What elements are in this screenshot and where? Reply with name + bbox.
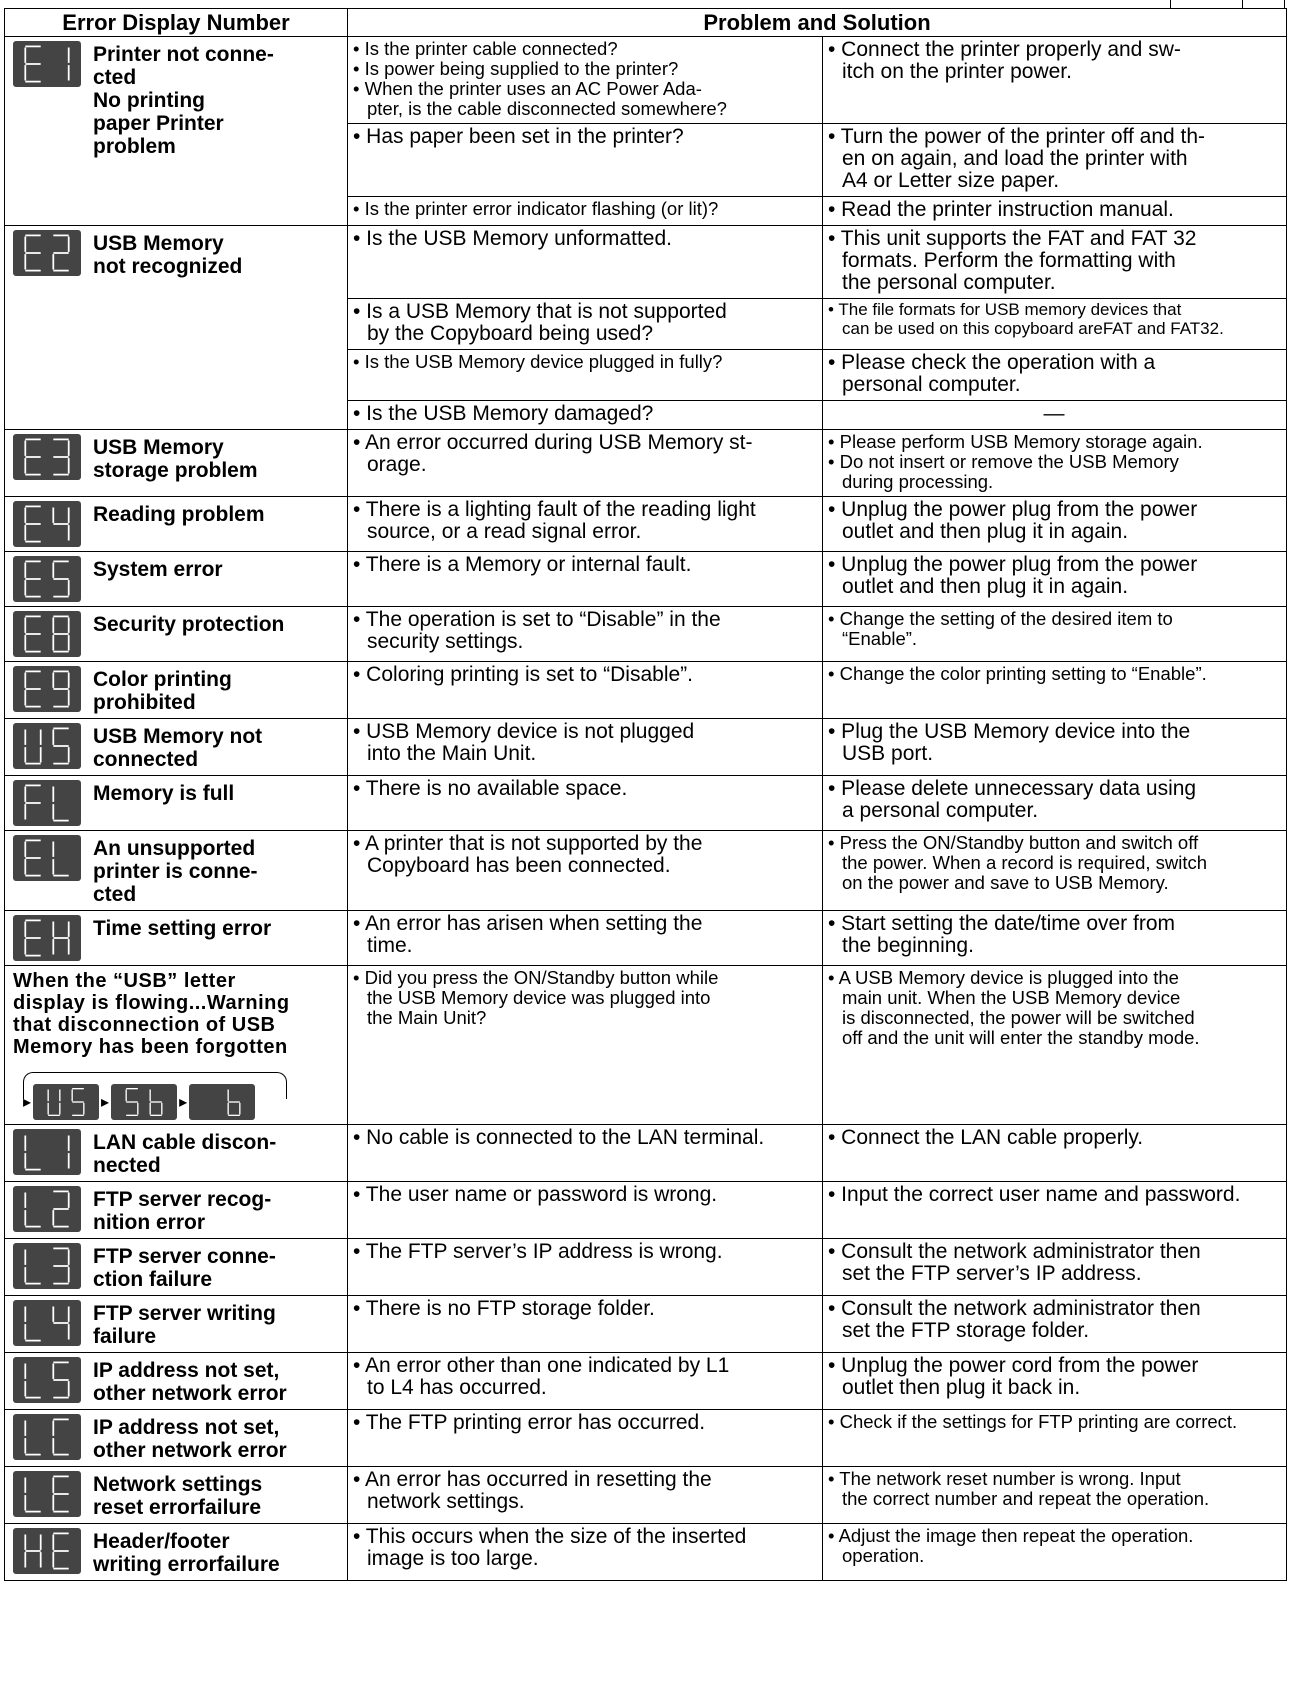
error-name: Reading problem	[93, 503, 265, 526]
error-cell	[5, 37, 348, 226]
text-line: set the FTP server’s IP address.	[842, 1262, 1142, 1285]
text-line: • Is the USB Memory unformatted.	[353, 227, 672, 250]
error-cell	[5, 497, 348, 552]
error-cell	[5, 911, 348, 966]
error-name: USB Memory not connected	[93, 725, 263, 771]
text-line: outlet and then plug it in again.	[842, 520, 1129, 543]
flow-sequence	[21, 1072, 291, 1120]
text-line: itch on the printer power.	[842, 60, 1072, 83]
text-line: • Press the ON/Standby button and switch off	[828, 832, 1199, 853]
problem-cell	[348, 552, 823, 607]
display-code-l4	[13, 1300, 81, 1346]
error-name: FTP server conne- ction failure	[93, 1245, 276, 1291]
table-row	[5, 1410, 1287, 1467]
table-row	[5, 662, 1287, 719]
error-cell	[5, 1353, 348, 1410]
text-line: • There is no FTP storage folder.	[353, 1297, 655, 1320]
error-cell	[5, 719, 348, 776]
text-line: • There is a lighting fault of the reading light	[353, 498, 756, 521]
corner-mark	[1284, 0, 1285, 8]
solution-cell	[823, 497, 1287, 552]
solution-cell	[823, 776, 1287, 831]
problem-cell	[348, 662, 823, 719]
text-line: the USB Memory device was plugged into	[367, 987, 711, 1008]
corner-mark	[1242, 0, 1243, 8]
problem-cell	[348, 124, 823, 197]
display-code-e5	[13, 556, 81, 602]
text-line: • Is power being supplied to the printer?	[353, 58, 679, 79]
text-line: is disconnected, the power will be switched	[842, 1007, 1195, 1028]
text-line: orage.	[367, 453, 427, 476]
text-line: • This occurs when the size of the inserted	[353, 1525, 747, 1548]
text-line: • Is a USB Memory that is not supported	[353, 300, 727, 323]
text-line: source, or a read signal error.	[367, 520, 642, 543]
error-cell	[5, 966, 348, 1125]
text-line: time.	[367, 934, 413, 957]
table-row	[5, 226, 1287, 299]
text-line: • An error other than one indicated by L1	[353, 1354, 730, 1377]
table-row	[5, 607, 1287, 662]
text-line: • No cable is connected to the LAN terminal.	[353, 1126, 765, 1149]
table-row	[5, 776, 1287, 831]
text-line: • Input the correct user name and password.	[828, 1183, 1241, 1206]
text-line: • Please check the operation with a	[828, 351, 1156, 374]
problem-cell	[348, 430, 823, 497]
text-line: • An error occurred during USB Memory st-	[353, 431, 753, 454]
error-cell	[5, 607, 348, 662]
display-code-l3	[13, 1243, 81, 1289]
text-line: formats. Perform the formatting with	[842, 249, 1176, 272]
display-code-e3	[13, 434, 81, 480]
text-line: • Check if the settings for FTP printing are correct.	[828, 1411, 1238, 1432]
solution-cell	[823, 1410, 1287, 1467]
text-line: • Start setting the date/time over from	[828, 912, 1176, 935]
text-line: • Unplug the power plug from the power	[828, 498, 1198, 521]
text-line: • Change the color printing setting to “Enable”.	[828, 663, 1207, 684]
problem-cell	[348, 1239, 823, 1296]
table-row	[5, 497, 1287, 552]
error-name: Time setting error	[93, 917, 272, 940]
error-name: An unsupported printer is conne- cted	[93, 837, 258, 906]
error-cell	[5, 776, 348, 831]
text-line: set the FTP storage folder.	[842, 1319, 1090, 1342]
header-row	[5, 9, 1287, 37]
solution-cell	[823, 1524, 1287, 1581]
error-cell	[5, 1239, 348, 1296]
text-line: pter, is the cable disconnected somewhere?	[367, 98, 727, 119]
text-line: • Do not insert or remove the USB Memory	[828, 451, 1179, 472]
arrow-right-icon: ▸	[23, 1094, 32, 1111]
text-line: • Is the USB Memory device plugged in fully?	[353, 351, 723, 372]
flow-warning-text: When the “USB” letter display is flowing...Warning that disconnection of USB Memory has been forgotten	[13, 970, 290, 1058]
table-row	[5, 552, 1287, 607]
solution-cell	[823, 124, 1287, 197]
text-line: operation.	[842, 1545, 925, 1566]
solution-cell	[823, 1296, 1287, 1353]
table-row	[5, 37, 1287, 124]
error-name: FTP server recog- nition error	[93, 1188, 272, 1234]
header-error-display-number: Error Display Number	[5, 9, 348, 37]
solution-cell	[823, 197, 1287, 226]
problem-cell	[348, 1182, 823, 1239]
problem-cell	[348, 1125, 823, 1182]
table-row	[5, 1296, 1287, 1353]
text-line: • An error has arisen when setting the	[353, 912, 703, 935]
solution-cell	[823, 1467, 1287, 1524]
table-row	[5, 1239, 1287, 1296]
error-cell	[5, 1524, 348, 1581]
display-code-eh	[13, 915, 81, 961]
error-cell	[5, 1182, 348, 1239]
text-line: Copyboard has been connected.	[367, 854, 671, 877]
text-line: • Consult the network administrator then	[828, 1297, 1201, 1320]
table-row	[5, 430, 1287, 497]
text-line: a personal computer.	[842, 799, 1039, 822]
text-line: • An error has occurred in resetting the	[353, 1468, 712, 1491]
top-strip	[0, 0, 1290, 8]
problem-cell	[348, 497, 823, 552]
text-line: “Enable”.	[842, 628, 918, 649]
display-code-le	[13, 1471, 81, 1517]
solution-cell	[823, 1125, 1287, 1182]
display-code-el	[13, 835, 81, 881]
text-line: the correct number and repeat the operation.	[842, 1488, 1210, 1509]
text-line: • Read the printer instruction manual.	[828, 198, 1174, 221]
display-code-l1	[13, 1129, 81, 1175]
display-code-l5	[13, 1357, 81, 1403]
text-line: • Did you press the ON/Standby button while	[353, 967, 719, 988]
text-line: A4 or Letter size paper.	[842, 169, 1060, 192]
text-line: • The network reset number is wrong. Input	[828, 1468, 1181, 1489]
problem-cell	[348, 197, 823, 226]
solution-cell	[823, 401, 1287, 430]
error-cell	[5, 831, 348, 911]
error-cell	[5, 1410, 348, 1467]
solution-cell	[823, 662, 1287, 719]
text-line: • Please delete unnecessary data using	[828, 777, 1197, 800]
text-line: off and the unit will enter the standby mode.	[842, 1027, 1200, 1048]
problem-cell	[348, 1524, 823, 1581]
text-line: • Is the printer cable connected?	[353, 38, 618, 59]
text-line: • Has paper been set in the printer?	[353, 125, 684, 148]
table-row	[5, 1467, 1287, 1524]
text-line: • There is a Memory or internal fault.	[353, 553, 692, 576]
problem-cell	[348, 1296, 823, 1353]
solution-cell	[823, 1239, 1287, 1296]
solution-cell	[823, 430, 1287, 497]
error-cell	[5, 552, 348, 607]
problem-cell	[348, 911, 823, 966]
error-cell	[5, 662, 348, 719]
table-row	[5, 911, 1287, 966]
text-line: USB port.	[842, 742, 934, 765]
text-line: • Is the printer error indicator flashing (or lit)?	[353, 198, 719, 219]
error-name: IP address not set, other network error	[93, 1359, 287, 1405]
text-line: • The FTP printing error has occurred.	[353, 1411, 706, 1434]
table-row	[5, 719, 1287, 776]
error-name: Printer not conne- cted No printing paper Printer problem	[93, 43, 274, 158]
table-row	[5, 831, 1287, 911]
table-row	[5, 1353, 1287, 1410]
error-name: USB Memory not recognized	[93, 232, 243, 278]
text-line: the personal computer.	[842, 271, 1056, 294]
solution-cell	[823, 552, 1287, 607]
solution-cell	[823, 299, 1287, 350]
problem-cell	[348, 37, 823, 124]
text-line: main unit. When the USB Memory device	[842, 987, 1181, 1008]
text-line: can be used on this copyboard areFAT and FAT32.	[842, 318, 1224, 338]
problem-cell	[348, 776, 823, 831]
text-line: personal computer.	[842, 373, 1021, 396]
text-line: • Is the USB Memory damaged?	[353, 402, 654, 425]
text-line: • Consult the network administrator then	[828, 1240, 1201, 1263]
display-code-he	[13, 1528, 81, 1574]
display-code-e1	[13, 41, 81, 87]
error-table	[4, 8, 1287, 1581]
text-line: • The user name or password is wrong.	[353, 1183, 718, 1206]
error-name: FTP server writing failure	[93, 1302, 276, 1348]
text-line: • Unplug the power plug from the power	[828, 553, 1198, 576]
error-cell	[5, 1296, 348, 1353]
display-code-sb	[111, 1084, 177, 1120]
text-line: into the Main Unit.	[367, 742, 537, 765]
display-code-e4	[13, 501, 81, 547]
text-line: to L4 has occurred.	[367, 1376, 547, 1399]
error-cell	[5, 226, 348, 430]
corner-mark	[1170, 0, 1171, 8]
text-line: • USB Memory device is not plugged	[353, 720, 695, 743]
text-line: outlet and then plug it in again.	[842, 575, 1129, 598]
solution-cell	[823, 37, 1287, 124]
error-name: USB Memory storage problem	[93, 436, 258, 482]
text-line: • Turn the power of the printer off and th-	[828, 125, 1206, 148]
text-line: security settings.	[367, 630, 524, 653]
text-line: • Connect the printer properly and sw-	[828, 38, 1181, 61]
table-row	[5, 1182, 1287, 1239]
error-name: Color printing prohibited	[93, 668, 232, 714]
text-line: en on again, and load the printer with	[842, 147, 1188, 170]
text-line: • Please perform USB Memory storage again.	[828, 431, 1203, 452]
text-line: image is too large.	[367, 1547, 539, 1570]
problem-cell	[348, 831, 823, 911]
problem-cell	[348, 966, 823, 1125]
error-cell	[5, 430, 348, 497]
solution-cell	[823, 831, 1287, 911]
problem-cell	[348, 401, 823, 430]
display-code-b	[189, 1084, 255, 1120]
text-line: • There is no available space.	[353, 777, 628, 800]
problem-cell	[348, 1467, 823, 1524]
text-line: • A printer that is not supported by the	[353, 832, 703, 855]
text-line: by the Copyboard being used?	[367, 322, 654, 345]
text-line: • Connect the LAN cable properly.	[828, 1126, 1144, 1149]
text-line: • The file formats for USB memory devices that	[828, 300, 1182, 319]
text-line: network settings.	[367, 1490, 525, 1513]
error-name: Network settings reset errorfailure	[93, 1473, 263, 1519]
text-line: • This unit supports the FAT and FAT 32	[828, 227, 1197, 250]
solution-cell	[823, 719, 1287, 776]
text-line: • Plug the USB Memory device into the	[828, 720, 1191, 743]
error-cell	[5, 1467, 348, 1524]
text-line: on the power and save to USB Memory.	[842, 872, 1169, 893]
text-line: the power. When a record is required, switch	[842, 852, 1208, 873]
solution-cell	[823, 1182, 1287, 1239]
problem-cell	[348, 226, 823, 299]
display-code-lc	[13, 1414, 81, 1460]
problem-cell	[348, 299, 823, 350]
text-line: • Coloring printing is set to “Disable”.	[353, 663, 693, 686]
arrow-right-icon: ▸	[179, 1094, 188, 1111]
display-code-e2	[13, 230, 81, 276]
display-code-us	[13, 723, 81, 769]
arrow-right-icon: ▸	[101, 1094, 110, 1111]
text-line: • Adjust the image then repeat the operation.	[828, 1525, 1194, 1546]
display-code-e9	[13, 666, 81, 712]
solution-cell	[823, 911, 1287, 966]
error-name: Header/footer writing errorfailure	[93, 1530, 280, 1576]
text-line: outlet then plug it back in.	[842, 1376, 1081, 1399]
display-code-l2	[13, 1186, 81, 1232]
solution-cell	[823, 226, 1287, 299]
text-line: the Main Unit?	[367, 1007, 487, 1028]
problem-cell	[348, 1353, 823, 1410]
error-name: System error	[93, 558, 223, 581]
problem-cell	[348, 1410, 823, 1467]
error-name: LAN cable discon- nected	[93, 1131, 277, 1177]
display-code-e8	[13, 611, 81, 657]
solution-cell	[823, 1353, 1287, 1410]
text-line: • The FTP server’s IP address is wrong.	[353, 1240, 723, 1263]
error-cell	[5, 1125, 348, 1182]
header-problem-and-solution: Problem and Solution	[348, 9, 1287, 37]
text-line: • When the printer uses an AC Power Ada-	[353, 78, 702, 99]
problem-cell	[348, 719, 823, 776]
error-name: Security protection	[93, 613, 285, 636]
text-line: • A USB Memory device is plugged into the	[828, 967, 1179, 988]
solution-cell	[823, 350, 1287, 401]
table-row	[5, 1125, 1287, 1182]
error-name: IP address not set, other network error	[93, 1416, 287, 1462]
solution-cell	[823, 966, 1287, 1125]
text-line: during processing.	[842, 471, 994, 492]
text-line: the beginning.	[842, 934, 974, 957]
text-line: • Unplug the power cord from the power	[828, 1354, 1199, 1377]
text-line: —	[1043, 402, 1065, 425]
problem-cell	[348, 607, 823, 662]
error-name: Memory is full	[93, 782, 235, 805]
display-code-us	[33, 1084, 99, 1120]
problem-cell	[348, 350, 823, 401]
display-code-fl	[13, 780, 81, 826]
text-line: • The operation is set to “Disable” in the	[353, 608, 721, 631]
table-row	[5, 966, 1287, 1125]
table-row	[5, 1524, 1287, 1581]
solution-cell	[823, 607, 1287, 662]
text-line: • Change the setting of the desired item to	[828, 608, 1173, 629]
